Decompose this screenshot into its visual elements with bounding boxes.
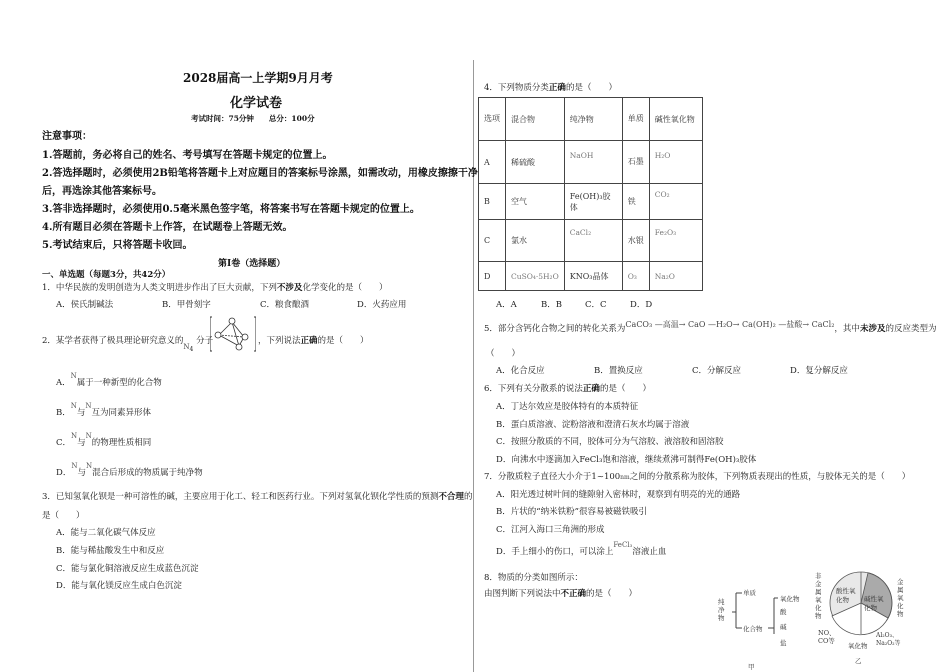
table-row: D CuSO₄·5H₂O KNO₃晶体 O₃ Na₂O [479, 262, 703, 291]
q5-option-c[interactable]: C．分解反应 [692, 366, 742, 376]
question-2-end: ，下列说法正确的是（ ） [258, 336, 369, 346]
pie-label: 氧化物 [848, 642, 868, 650]
table-row: C 氯水 CaCl₂ 水银 Fe₂O₃ [479, 220, 703, 262]
table-header: 碱性氧化物 [649, 98, 702, 141]
classification-table [478, 97, 703, 291]
section-part: 一、单选题（每题3分，共42分） [42, 270, 171, 280]
diagram-label: 乙 [855, 657, 862, 665]
q3-option-c[interactable]: C．能与氯化铜溶液反应生成蓝色沉淀 [56, 564, 199, 574]
table-header: 单质 [622, 98, 649, 141]
column-divider [473, 60, 474, 672]
tree-node: 化合物 [743, 625, 763, 633]
question-4: 4．下列物质分类正确的是（ ） [484, 83, 617, 93]
diagram-label: 甲 [748, 663, 755, 671]
q1-option-d[interactable]: D．火药应用 [357, 300, 407, 310]
q5-option-a[interactable]: A．化合反应 [496, 366, 545, 376]
n4-molecule-diagram [210, 316, 256, 352]
exam-title: 2028届高一上学期9月月考 [183, 71, 333, 85]
q1-emphasis: 不涉及 [276, 283, 303, 293]
pie-label: Al₂O₃、Na₂O₂等 [876, 632, 901, 647]
note-item: 后，再选涂其他答案标号。 [42, 186, 162, 197]
q2-option-b[interactable]: B．$^N$与$^N$互为同素异形体 [56, 402, 152, 418]
q6-option-d[interactable]: D．向沸水中逐滴加入FeCl₃饱和溶液，继续煮沸可制得Fe(OH)₃胶体 [496, 455, 757, 465]
q7-option-b[interactable]: B．片状的“纳米铁粉”很容易被磁铁吸引 [496, 507, 647, 517]
table-header: 选项 [479, 98, 506, 141]
pie-label: 非金属氧化物 [815, 572, 822, 620]
q4-option-b[interactable]: B．B [541, 300, 562, 310]
table-row: B 空气 Fe(OH)₃胶体 铁 CO₂ [479, 184, 703, 220]
q4-option-c[interactable]: C．C [585, 300, 607, 310]
note-item: 1.答题前，务必将自己的姓名、考号填写在答题卡规定的位置上。 [42, 150, 333, 161]
q1-option-c[interactable]: C．粮食酿酒 [260, 300, 310, 310]
q2-option-c[interactable]: C．$^N$与$^N$的物理性质相同 [56, 432, 152, 448]
pie-label: 碱性氧化物 [864, 595, 884, 612]
question-8: 8．物质的分类如图所示： [484, 573, 583, 583]
q3-option-a[interactable]: A．能与二氧化碳气体反应 [56, 528, 156, 538]
exam-subtitle: 化学试卷 [230, 96, 283, 111]
tree-node: 碱 [780, 623, 787, 631]
notes-heading: 注意事项： [42, 131, 92, 142]
q2-option-a[interactable]: A．$^N$属于一种新型的化合物 [56, 372, 162, 388]
note-item: 4.所有题目必须在答题卡上作答，在试题卷上答题无效。 [42, 222, 293, 233]
note-item: 3.答非选择题时，必须使用0.5毫米黑色签字笔，将答案书写在答题卡规定的位置上。 [42, 204, 420, 215]
q7-option-d[interactable]: D．手上细小的伤口，可以涂上$^{FeCl_3}$溶液止血 [496, 541, 667, 557]
q5-option-d[interactable]: D．复分解反应 [790, 366, 848, 376]
pie-label: NO、CO等 [818, 629, 836, 645]
q4-option-a[interactable]: A．A [496, 300, 517, 310]
reaction-chain: CaCO₃ —高温→ CaO —H₂O→ Ca(OH)₂ —盐酸→ CaCl₂ [625, 320, 835, 329]
q5-option-b[interactable]: B．置换反应 [594, 366, 643, 376]
question-8-prompt: 由图判断下列说法中不正确的是（ ） [484, 589, 638, 599]
note-item: 2.答选择题时，必须使用2B铅笔将答题卡上对应题目的答案标号涂黑，如需改动，用橡皮擦擦干净 [42, 168, 478, 179]
table-row: A 稀硫酸 NaOH 石墨 H₂O [479, 141, 703, 184]
q1-option-b[interactable]: B．甲骨刻字 [162, 300, 211, 310]
note-item: 5.考试结束后，只将答题卡收回。 [42, 240, 193, 251]
q3-option-d[interactable]: D．能与氧化镁反应生成白色沉淀 [56, 581, 182, 591]
tree-root: 纯净物 [718, 598, 725, 622]
exam-info: 考试时间：75分钟 总分：100分 [191, 114, 315, 123]
question-7: 7．分散质粒子直径大小介于1~100nm之间的分散系称为胶体，下列物质表现出的性质，与胶体无关的是（ ） [484, 472, 911, 482]
pie-label: 金属氧化物 [897, 578, 904, 618]
q6-option-a[interactable]: A．丁达尔效应是胶体特有的本质特征 [496, 402, 639, 412]
q1-text: 1．中华民族的发明创造为人类文明进步作出了巨大贡献，下列 [42, 283, 277, 293]
question-5: 5．部分含钙化合物之间的转化关系为CaCO₃ —高温→ CaO —H₂O→ Ca(OH)₂ —盐酸→ CaCl₂，其中未涉及的反应类型为 [484, 320, 937, 334]
question-6: 6．下列有关分散系的说法正确的是（ ） [484, 384, 651, 394]
table-header: 纯净物 [564, 98, 622, 141]
tree-node: 单质 [743, 589, 756, 597]
question-3: 3．已知氢氧化钡是一种可溶性的碱，主要应用于化工、轻工和医药行业。下列对氢氧化钡化学性质的预测不合理的 [42, 492, 473, 502]
q1-text-end: 化学变化的是（ ） [302, 283, 388, 293]
tree-node: 酸 [780, 608, 787, 616]
question-3-line2: 是（ ） [42, 511, 85, 521]
section-title: 第I卷（选择题） [218, 259, 286, 269]
tree-node: 氧化物 [780, 595, 800, 603]
q6-option-b[interactable]: B．蛋白质溶液、淀粉溶液和澄清石灰水均属于溶液 [496, 420, 690, 430]
question-5-line2: （ ） [486, 349, 521, 359]
tree-node: 盐 [780, 639, 787, 647]
q1-option-a[interactable]: A．侯氏制碱法 [56, 300, 114, 310]
q7-option-c[interactable]: C．江河入海口三角洲的形成 [496, 525, 605, 535]
question-1 [42, 281, 387, 293]
q2-option-d[interactable]: D．$^N$与$^N$混合后形成的物质属于纯净物 [56, 462, 203, 478]
question-2: 2．某学者获得了极具理论研究意义的$_{N4}$ 分子 [42, 336, 214, 353]
q6-option-c[interactable]: C．按照分散质的不同，胶体可分为气溶胶、液溶胶和固溶胶 [496, 437, 724, 447]
pie-label: 酸性氧化物 [836, 587, 856, 604]
q4-option-d[interactable]: D．D [630, 300, 653, 310]
q7-option-a[interactable]: A．阳光透过树叶间的缝隙射入密林时，观察到有明亮的光的通路 [496, 490, 741, 500]
table-header: 混合物 [506, 98, 565, 141]
q3-option-b[interactable]: B．能与稀盐酸发生中和反应 [56, 546, 165, 556]
